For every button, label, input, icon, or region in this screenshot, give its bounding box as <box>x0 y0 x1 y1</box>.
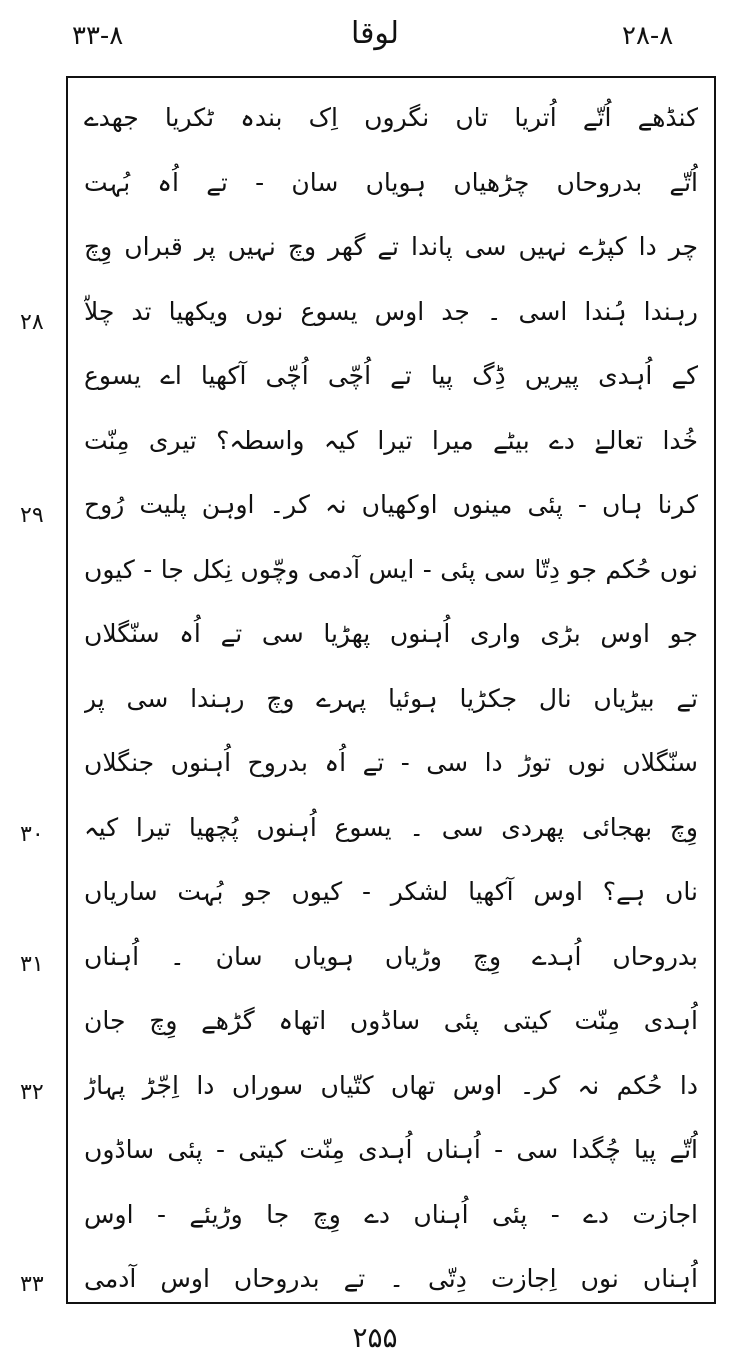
verse-number: ۳۱ <box>20 952 44 977</box>
verse-number: ۳۰ <box>20 822 44 847</box>
text-line: اُہدی مِنّت کیتی پئی ساڈوں اتھاہ گڑھے وِچ جان <box>84 1006 698 1035</box>
text-line: اُتّے پیا چُگدا سی - اُہناں اُہدی مِنّت کیتی - پئی ساڈوں <box>84 1135 698 1164</box>
text-line: بدروحاں اُہدے وِچ وڑیاں ہویاں سان ۔ اُہناں <box>84 941 698 971</box>
verse-number: ۳۲ <box>20 1080 44 1105</box>
text-line: ناں ہے؟ اوس آکھیا لشکر - کیوں جو بُہت ساریاں <box>84 877 698 906</box>
page-number: ۲۵۵ <box>352 1321 398 1354</box>
verse-number: ۲۹ <box>20 503 44 528</box>
verse-number: ۳۳ <box>20 1272 44 1297</box>
text-line: خُدا تعالےٰ دے بیٹے میرا تیرا کیہ واسطہ؟ تیری مِنّت <box>84 425 698 455</box>
text-line: چر دا کپڑے نہیں سی پاندا تے گھر وچ نہیں پر قبراں وِچ <box>84 232 698 261</box>
text-line: کے اُہدی پیریں ڈِگ پیا تے اُچّی اُچّی آکھیا اے یسوع <box>84 361 698 390</box>
text-line: تے بیڑیاں نال جکڑیا ہوئیا پہرے وچ رہندا سی پر <box>84 683 698 713</box>
text-line: نوں حُکم جو دِتّا سی پئی - ایس آدمی وچّوں نِکل جا - کیوں <box>84 554 698 584</box>
text-line: رہندا ہُندا اسی ۔ جد اوس یسوع نوں ویکھیا تد چلاّ <box>84 296 698 326</box>
text-line: کرنا ہاں - پئی مینوں اوکھیاں نہ کر۔ اوہن پلیت رُوح <box>84 490 698 519</box>
text-line: کنڈھے اُتّے اُتریا تاں نگروں اِک بندہ ٹکریا جھدے <box>84 103 698 132</box>
text-line: دا حُکم نہ کر۔ اوس تھاں کتّیاں سوراں دا اِجّڑ پہاڑ <box>84 1070 698 1100</box>
page-title: لوقا <box>350 16 400 51</box>
verse-number: ۲۸ <box>20 310 44 335</box>
text-frame <box>66 76 716 1304</box>
text-line: اجازت دے - پئی اُہناں دے وِچ جا وڑیئے - اوس <box>84 1199 698 1229</box>
header-right-verse-range: ۲۸-۸ <box>622 21 674 51</box>
text-line: جو اوس بڑی واری اُہنوں پھڑیا سی تے اُہ سنّگلاں <box>84 619 698 648</box>
header-left-verse-range: ۳۳-۸ <box>72 21 124 51</box>
text-line: اُہناں نوں اِجازت دِتّی ۔ تے بدروحاں اوس آدمی <box>84 1264 698 1293</box>
text-line: اُتّے بدروحاں چڑھیاں ہویاں سان - تے اُہ بُہت <box>84 167 698 197</box>
text-line: سنّگلاں نوں توڑ دا سی - تے اُہ بدروح اُہنوں جنگلاں <box>84 748 698 777</box>
text-line: وِچ بھجائی پھردی سی ۔ یسوع اُہنوں پُچھیا تیرا کیہ <box>84 812 698 842</box>
